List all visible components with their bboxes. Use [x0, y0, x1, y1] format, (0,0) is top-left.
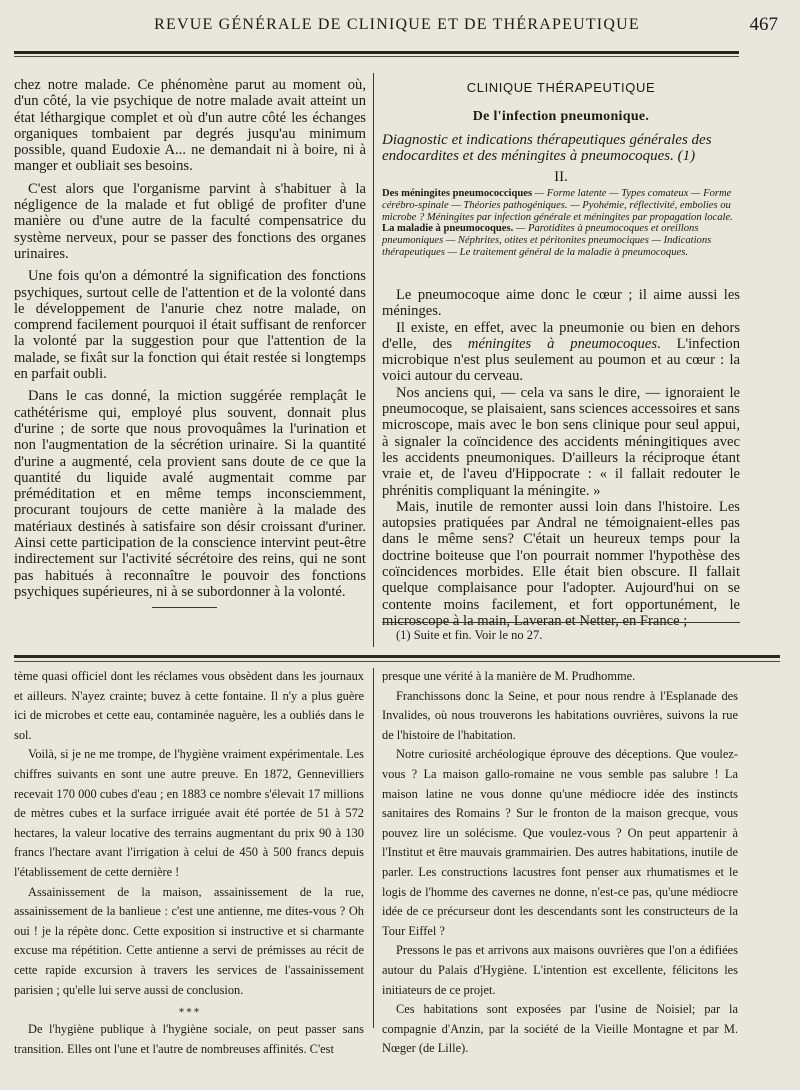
- paragraph: Une fois qu'on a démontré la signification des fonctions psychiques, surtout celle de l'attention et de la volonté dans le développement de l'anurie chez notre malade, on comprend facilement pourquoi il était suffisant de renforcer la volonté par la suggestion pour que l'attention de la malade, se fixât sur la fonction qui était restée si longtemps en parfait oubli.: [14, 268, 366, 383]
- summary-text: — Forme latente — Types comateux — Forme cérébro-spinale — Théories pathogéniques. — Pyohémie, réflectivité, embolies ou microbe ? Méningites par infection générale et méningites par propagation locale.: [382, 188, 733, 223]
- summary-lead: La maladie à pneumocoques.: [382, 223, 514, 235]
- column-divider: [373, 73, 374, 647]
- upper-right-column: [382, 80, 740, 259]
- paragraph: Mais, inutile de remonter aussi loin dans l'histoire. Les autopsies pratiquées par Andral ne témoignaient-elles pas dans le même sens? C'était un heureux temps pour la doctrine boiteuse que l'on pourrait nommer l'hypothèse des coïncidences morbides. Elle était bien obscure. Il fallait quelque complaisance pour l'adopter. Aujourd'hui on se contente moins facilement, et fort opportunément, le microscope à la main, Laveran et Netter, en France ;: [382, 498, 740, 629]
- running-header: [14, 14, 780, 38]
- article-body: [382, 287, 740, 629]
- paragraph: Notre curiosité archéologique éprouve des déceptions. Que voulez-vous ? La maison gallo-romaine ne vous semble pas salubre ! La maison latine ne vous donne qu'une médiocre idée des instincts sanitaires des Romains ? Sur le fronton de la maison grecque, vous pouvez lire un solécisme. Que voulez-vous ? On peut appartenir à l'Institut et être mauvais grammairien. Des autres habitations, inutile de parler. Les constructions lacustres font penser aux rhumatismes et le logis de l'homme des cavernes ne donne, n'est-ce pas, qu'une médiocre idée de ce précurseur dont les descendants sont les constructeurs de la Tour Eiffel ?: [382, 747, 738, 938]
- lower-right-column: [382, 667, 738, 1059]
- end-of-article-rule: [152, 607, 217, 608]
- section-title: CLINIQUE THÉRAPEUTIQUE: [466, 80, 656, 95]
- paragraph: De l'hygiène publique à l'hygiène sociale, on peut passer sans transition. Elles ont l'une et l'autre de nombreuses affinités. C'est: [14, 1022, 364, 1056]
- article-subtitle: De l'infection pneumonique.: [472, 109, 650, 124]
- section-rule: [14, 655, 780, 658]
- footnote-rule: [382, 622, 740, 623]
- paragraph: presque une vérité à la manière de M. Prudhomme.: [382, 669, 636, 683]
- footnote: (1) Suite et fin. Voir le no 27.: [396, 628, 543, 642]
- paragraph: Franchissons donc la Seine, et pour nous rendre à l'Esplanade des Invalides, où nous trouverons les habitations ouvrières, suivons la rue de l'histoire de l'habitation.: [382, 688, 738, 742]
- paragraph: Nos anciens qui, — cela va sans le dire, — ignoraient le pneumocoque, se plaisaient, sans sciences accessoires et sans microscope, mais avec le bon sens clinique pour seul appui, à signaler la coïncidence des accidents méningitiques avec les accidents pneumoniques. D'ailleurs la réciproque étant vraie et, de l'aveu d'Hippocrate : « il fallait redouter le phrénitis compliquant la méningite. »: [382, 384, 740, 499]
- paragraph: C'est alors que l'organisme parvint à s'habituer à la négligence de la malade et fut obligé de profiter d'une manière ou d'une autre de la faculté compensatrice du système nerveux, pour se passer des fonctions des organes urinaires.: [14, 180, 366, 262]
- paragraph: Le pneumocoque aime donc le cœur ; il aime aussi les méninges.: [382, 287, 740, 320]
- paragraph: Dans le cas donné, la miction suggérée remplaçât le cathétérisme qui, employé plus souvent, donnait plus d'urine ; de sorte que nous provoquâmes la l'urination et non l'augmentation de la sécrétion urinaire. Si la quantité d'urine a augmenté, cela provient sans doute de ce que la quantité du liquide avalé augmentait comme par préméditation et en même temps inconsciemment, procurant toujours de cette manière à la malade des matériaux destinés à satisfaire son désir croissant d'uriner. Ainsi cette participation de la conscience intervint peut-être indirectement sur l'activité sécrétoire des reins, qui ne sont pas habitués à reconnaître le pouvoir des fonctions psychiques supérieures, ni à se subordonner à la volonté.: [14, 388, 366, 600]
- column-divider: [373, 668, 374, 1028]
- paragraph: Pressons le pas et arrivons aux maisons ouvrières que l'on a édifiées autour du Palais d'Hygiène. L'intention est excellente, félicitons les initiateurs de ce projet.: [382, 943, 738, 997]
- summary-paragraph: [382, 188, 740, 223]
- paragraph: Voilà, si je ne me trompe, de l'hygiène vraiment expérimentale. Les chiffres suivants en sont une autre preuve. En 1872, Gennevilliers recevait 170 000 cubes d'eau ; en 1883 ce nombre s'élevait 17 millions de mètres cubes et la surface irriguée avait été portée de 51 à 572 hectares, la valeur locative des terrains augmentant du prix 90 à 130 francs l'hectare avant l'irrigation à celui de 450 à 500 francs depuis l'établissement de cette dernière !: [14, 747, 364, 879]
- italic-term: méningites à pneumocoques: [467, 335, 658, 352]
- paragraph: Assainissement de la maison, assainissement de la rue, assainissement de la banlieue : c'est une antienne, me dites-vous ? Oh oui ! je la répète donc. Cette exposition si instructive et si charmante excuse ma répétition. Cette antienne a servi de prémisses au récit de cette rapide excursion à travers les services de l'assainissement parisien ; qu'elle lui serve aussi de conclusion.: [14, 884, 364, 997]
- paragraph: Ces habitations sont exposées par l'usine de Noisiel; par la compagnie d'Anzin, par la société de la Vieille Montagne et par M. Nœger (de Lille).: [382, 1002, 738, 1056]
- upper-left-column: [14, 77, 366, 600]
- header-rule: [14, 51, 739, 54]
- part-numeral: II.: [554, 169, 568, 185]
- paragraph: Il existe, en effet, avec la pneumonie ou bien en dehors d'elle, des méningites à pneumocoques. L'infection microbique n'est plus seulement au poumon et au cœur : la voici autour du cerveau.: [382, 319, 740, 385]
- summary-paragraph: [382, 223, 740, 258]
- paragraph: chez notre malade. Ce phénomène parut au moment où, d'un côté, la vie psychique de notre malade avait atteint un état léthargique complet et où d'un autre côté les échanges organiques tombaient par degrés jusqu'au minimum possible, quand Eudoxie A... ne demandait ni à boire, ni à manger et oubliait ses besoins.: [14, 77, 366, 175]
- article-summary: [382, 188, 740, 259]
- header-rule-thin: [14, 56, 739, 57]
- page-number: 467: [749, 14, 778, 35]
- lower-left-column: [14, 667, 364, 1059]
- summary-lead: Des méningites pneumococciques: [382, 188, 533, 199]
- article-title: Diagnostic et indications thérapeutiques générales des endocardites et des méningites à pneumocoques. (1): [382, 132, 712, 164]
- summary-text: — Parotidites à pneumocoques et oreillons pneumoniques — Néphrites, otites et péritonites pneumociques — Indications thérapeutiques — Le traitement général de la maladie à pneumocoques.: [382, 223, 712, 258]
- section-rule-thin: [14, 661, 780, 662]
- paragraph: tème quasi officiel dont les réclames vous obsèdent dans les journaux et ailleurs. N'ayez crainte; buvez à cette fontaine. Il n'y a plus guère ici de microbes et cette eau, contaminée naguère, les a oubliés dans le sol.: [14, 669, 364, 742]
- section-separator: ⁎ ⁎ ⁎: [179, 1004, 199, 1016]
- journal-title: REVUE GÉNÉRALE DE CLINIQUE ET DE THÉRAPEUTIQUE: [154, 16, 640, 33]
